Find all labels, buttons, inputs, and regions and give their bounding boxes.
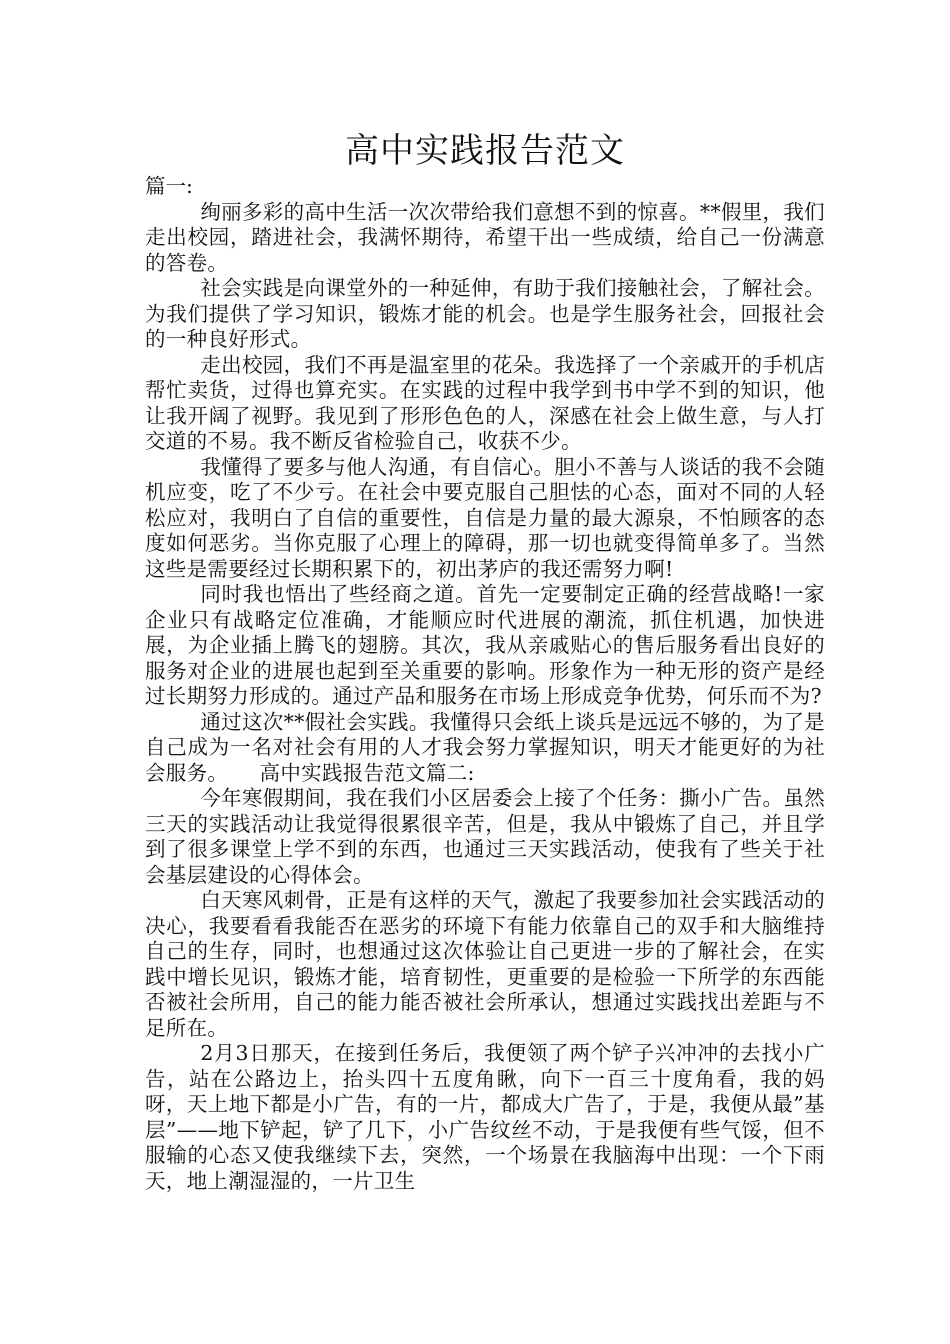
paragraph-9: 2月3日那天，在接到任务后，我便领了两个铲子兴冲冲的去找小广告，站在公路边上，抬头四十五度角瞅，向下一百三十度角看，我的妈呀，天上地下都是小广告，有的一片，都成大广告了，于是，我便从最”基层”——地下铲起，铲了几下，小广告纹丝不动，于是我便有些气馁，但不服输的心态又使我继续下去，突然，一个场景在我脑海中出现：一个下雨天，地上潮湿湿的，一片卫生 xyxy=(145,1041,825,1193)
document-title: 高中实践报告范文 xyxy=(345,131,625,171)
paragraph-2: 社会实践是向课堂外的一种延伸，有助于我们接触社会，了解社会。为我们提供了学习知识，锻炼才能的机会。也是学生服务社会，回报社会的一种良好形式。 xyxy=(145,276,825,351)
paragraph-7: 今年寒假期间，我在我们小区居委会上接了个任务：撕小广告。虽然三天的实践活动让我觉得很累很辛苦，但是，我从中锻炼了自己，并且学到了很多课堂上学不到的东西，也通过三天实践活动，使我有了些关于社会基层建设的心得体会。 xyxy=(145,786,825,887)
document-page xyxy=(145,128,825,1194)
paragraph-1: 绚丽多彩的高中生活一次次带给我们意想不到的惊喜。**假里，我们走出校园，踏进社会，我满怀期待，希望干出一些成绩，给自己一份满意的答卷。 xyxy=(145,199,825,275)
paragraph-5: 同时我也悟出了些经商之道。首先一定要制定正确的经营战略!一家企业只有战略定位准确，才能顺应时代进展的潮流，抓住机遇，加快进展，为企业插上腾飞的翅膀。其次，我从亲戚贴心的售后服务看出良好的服务对企业的进展也起到至关重要的影响。形象作为一种无形的资产是经过长期努力形成的。通过产品和服务在市场上形成竞争优势，何乐而不为? xyxy=(145,582,825,708)
paragraph-3: 走出校园，我们不再是温室里的花朵。我选择了一个亲戚开的手机店帮忙卖货，过得也算充实。在实践的过程中我学到书中学不到的知识，他让我开阔了视野。我见到了形形色色的人，深感在社会上做生意，与人打交道的不易。我不断反省检验自己，收获不少。 xyxy=(145,352,825,453)
section-label: 篇一: xyxy=(145,174,193,198)
paragraph-4: 我懂得了要多与他人沟通，有自信心。胆小不善与人谈话的我不会随机应变，吃了不少亏。在社会中要克服自己胆怯的心态，面对不同的人轻松应对，我明白了自信的重要性，自信是力量的最大源泉，不怕顾客的态度如何恶劣。当你克服了心理上的障碍，那一切也就变得简单多了。当然这些是需要经过长期积累下的，初出茅庐的我还需努力啊! xyxy=(145,454,825,581)
paragraph-8: 白天寒风刺骨，正是有这样的天气，激起了我要参加社会实践活动的决心，我要看看我能否在恶劣的环境下有能力依靠自己的双手和大脑维持自己的生存，同时，也想通过这次体验让自己更进一步的了解社会，在实践中增长见识，锻炼才能，培育韧性，更重要的是检验一下所学的东西能否被社会所用，自己的能力能否被社会所承认，想通过实践找出差距与不足所在。 xyxy=(145,888,825,1040)
paragraph-6: 通过这次**假社会实践。我懂得只会纸上谈兵是远远不够的，为了是自己成为一名对社会有用的人才我会努力掌握知识，明天才能更好的为社会服务。 高中实践报告范文篇二: xyxy=(145,709,825,785)
